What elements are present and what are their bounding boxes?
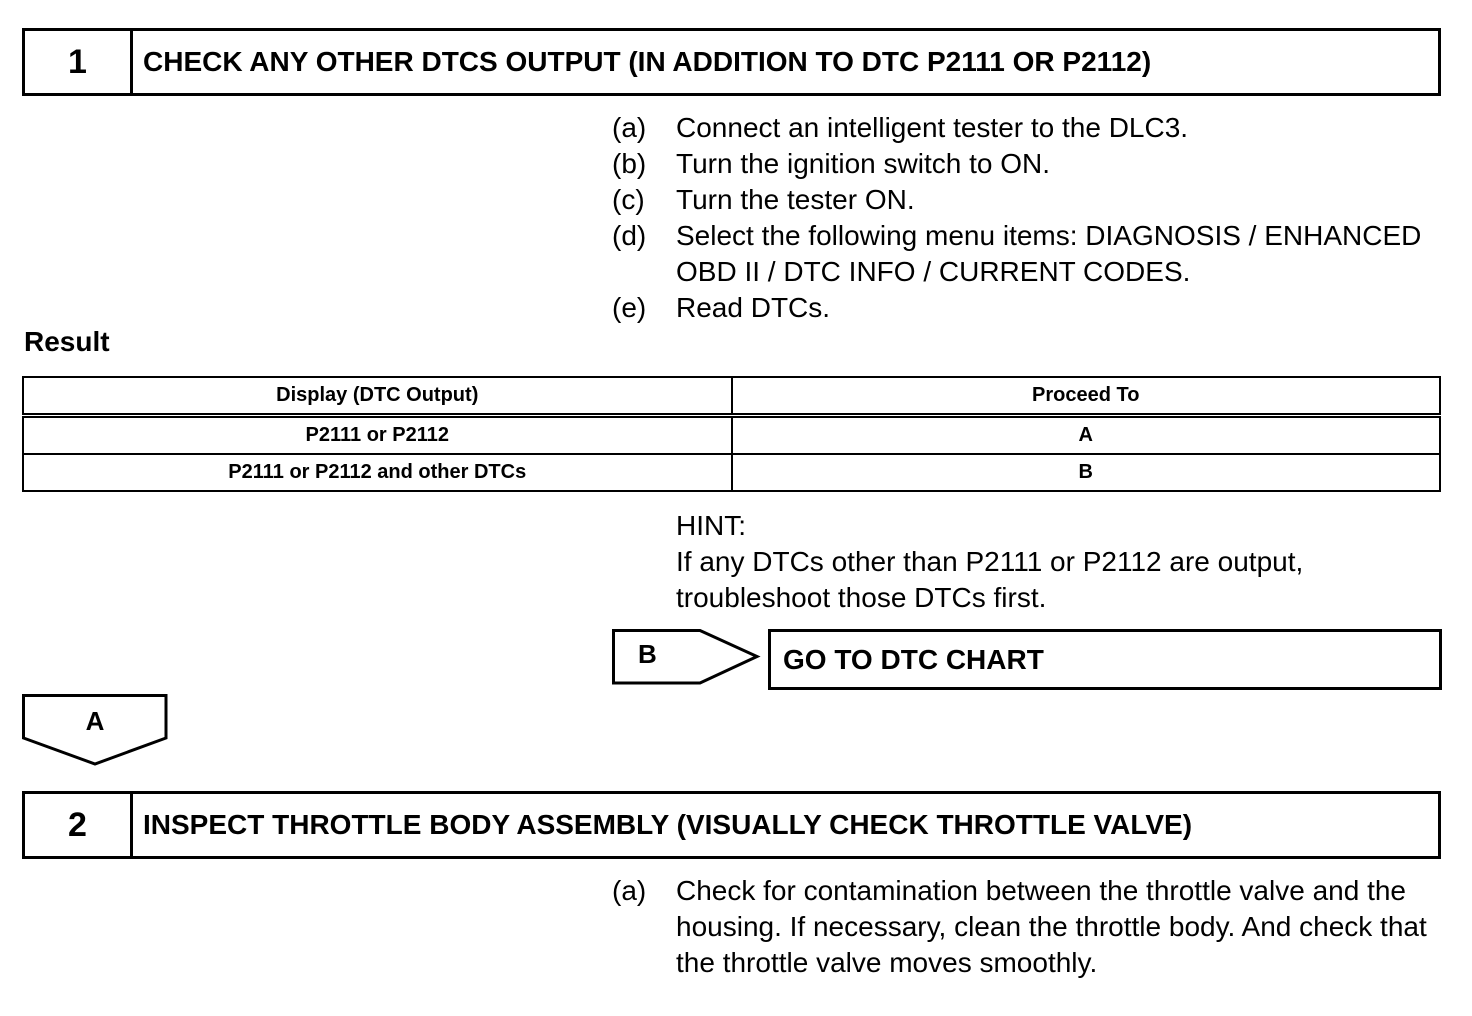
instruction-letter: (d) — [612, 220, 647, 251]
hint-text: If any DTCs other than P2111 or P2112 are output, troubleshoot those DTCs first. — [676, 546, 1304, 613]
table-row — [23, 454, 1440, 491]
step-1-header — [22, 28, 1441, 96]
instruction-letter: (c) — [612, 184, 645, 215]
branch-b-label: B — [638, 639, 657, 669]
instruction-letter: (a) — [612, 112, 647, 143]
instruction-item — [612, 218, 1442, 290]
table-cell: P2111 or P2112 — [23, 416, 732, 455]
table-cell: B — [732, 454, 1441, 491]
result-heading: Result — [24, 326, 110, 357]
step-2-number: 2 — [25, 794, 133, 856]
instruction-text: Connect an intelligent tester to the DLC3. — [676, 112, 1189, 143]
table-header-display: Display (DTC Output) — [23, 377, 732, 416]
step-2-instructions — [612, 873, 1442, 981]
step-1-title: CHECK ANY OTHER DTCS OUTPUT (IN ADDITION TO DTC P2111 OR P2112) — [143, 46, 1152, 77]
table-cell: A — [732, 416, 1441, 455]
table-cell: P2111 or P2112 and other DTCs — [23, 454, 732, 491]
instruction-item — [612, 146, 1442, 182]
instruction-text: Turn the ignition switch to ON. — [676, 148, 1051, 179]
step-1-number: 1 — [25, 31, 133, 93]
hint-label: HINT: — [676, 510, 746, 541]
goto-dtc-chart-box: GO TO DTC CHART — [768, 629, 1442, 690]
branch-a-label: A — [85, 706, 105, 736]
step-1-instructions — [612, 110, 1442, 326]
instruction-letter: (b) — [612, 148, 647, 179]
instruction-item — [612, 290, 1442, 326]
right-arrow-tag-icon — [612, 629, 762, 685]
table-header-row — [23, 377, 1440, 416]
branch-a-tag — [22, 694, 168, 766]
instruction-letter: (e) — [612, 292, 647, 323]
step-2-header — [22, 791, 1441, 859]
instruction-text: Check for contamination between the throttle valve and the housing. If necessary, clean the throttle body. And check that the throttle valve moves smoothly. — [676, 875, 1427, 978]
table-row — [23, 416, 1440, 455]
instruction-letter: (a) — [612, 875, 647, 906]
instruction-item — [612, 182, 1442, 218]
instruction-text: Read DTCs. — [676, 292, 831, 323]
instruction-text: Select the following menu items: DIAGNOSIS / ENHANCED OBD II / DTC INFO / CURRENT CODES. — [676, 220, 1422, 287]
hint-block — [676, 508, 1436, 616]
result-table — [22, 376, 1441, 492]
branch-b-tag — [612, 629, 762, 685]
instruction-item — [612, 110, 1442, 146]
instruction-item — [612, 873, 1442, 981]
step-2-title: INSPECT THROTTLE BODY ASSEMBLY (VISUALLY CHECK THROTTLE VALVE) — [143, 809, 1193, 840]
table-header-proceed: Proceed To — [732, 377, 1441, 416]
instruction-text: Turn the tester ON. — [676, 184, 915, 215]
